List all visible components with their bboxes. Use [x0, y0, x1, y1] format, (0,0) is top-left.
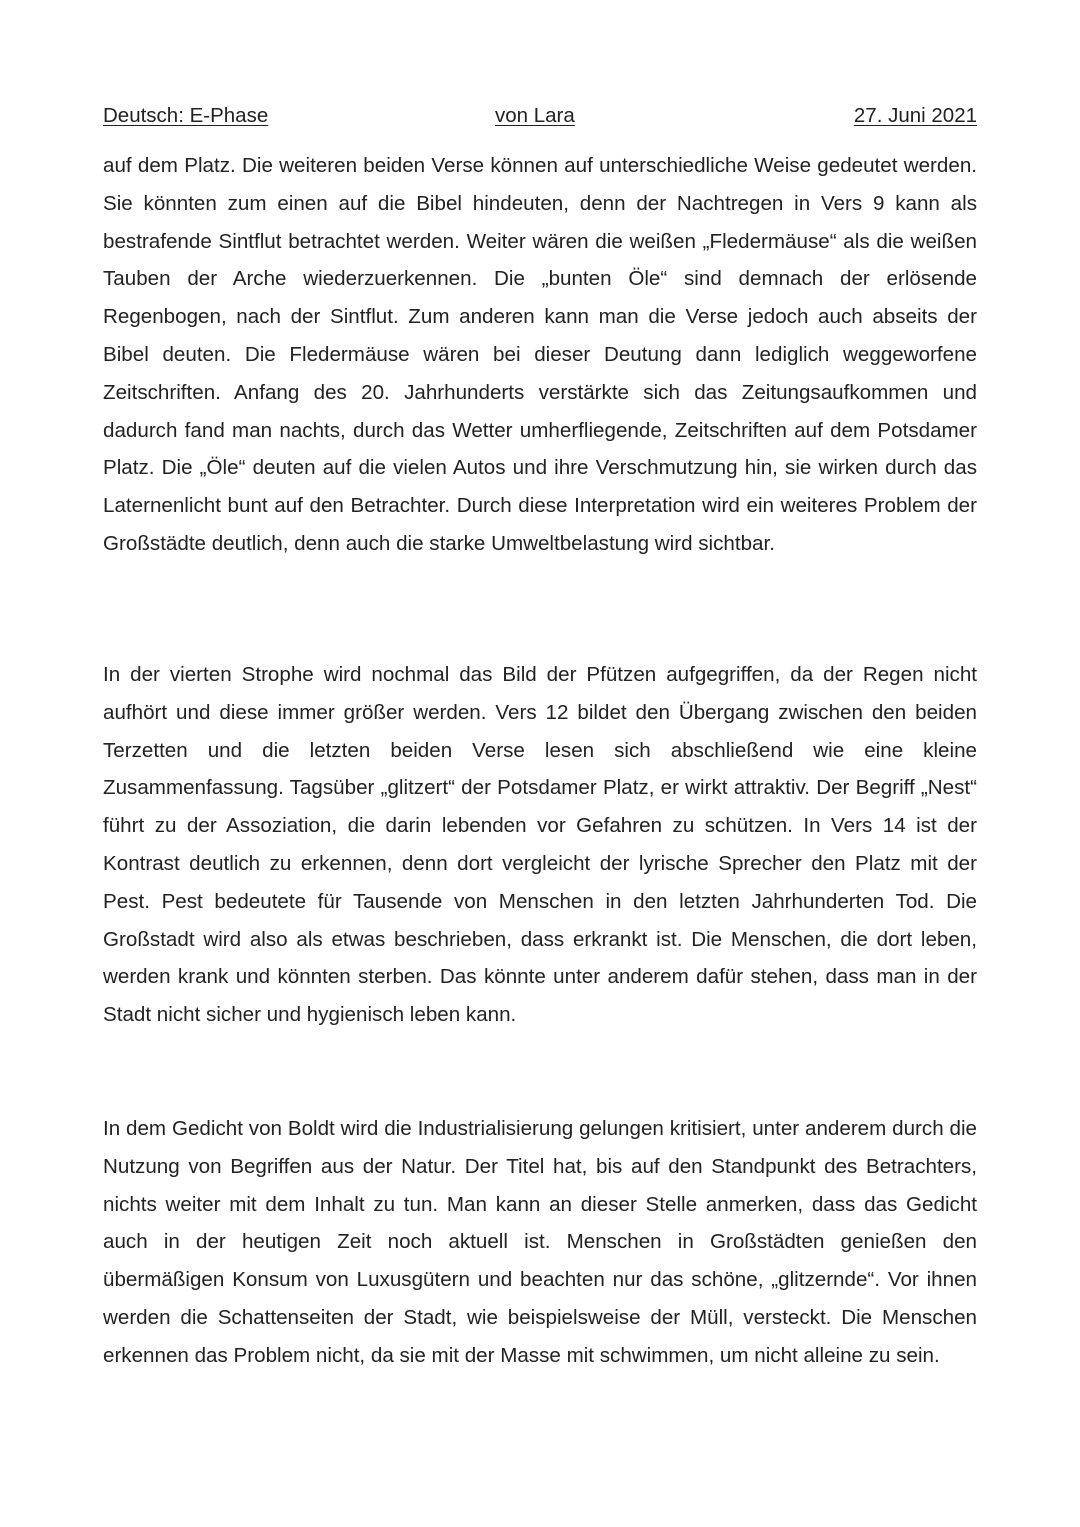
paragraph: auf dem Platz. Die weiteren beiden Verse können auf unterschiedliche Weise gedeutet werden. Sie könnten zum einen auf die Bibel hindeuten, denn der Nachtregen in Vers 9 kann als bestrafende Sintflut betrachtet werden. Weiter wären die weißen „Fledermäuse“ als die weißen Tauben der Arche wiederzuerkennen. Die „bunten Öle“ sind demnach der erlösende Regenbogen, nach der Sintflut. Zum anderen kann man die Verse jedoch auch abseits der Bibel deuten. Die Fledermäuse wären bei dieser Deutung dann lediglich weggeworfene Zeitschriften. Anfang des 20. Jahrhunderts verstärkte sich das Zeitungsaufkommen und dadurch fand man nachts, durch das Wetter umherfliegende, Zeitschriften auf dem Potsdamer Platz. Die „Öle“ deuten auf die vielen Autos und ihre Verschmutzung hin, sie wirken durch das Laternenlicht bunt auf den Betrachter. Durch diese Interpretation wird ein weiteres Problem der Großstädte deutlich, denn auch die starke Umweltbelastung wird sichtbar. [103, 154, 977, 555]
header-subject: Deutsch: E-Phase [103, 104, 269, 127]
header-date: 27. Juni 2021 [853, 104, 977, 127]
page-header [103, 101, 977, 131]
paragraph: In der vierten Strophe wird nochmal das Bild der Pfützen aufgegriffen, da der Regen nicht aufhört und diese immer größer werden. Vers 12 bildet den Übergang zwischen den beiden Terzetten und die letzten beiden Verse lesen sich abschließend wie eine kleine Zusammenfassung. Tagsüber „glitzert“ der Potsdamer Platz, er wirkt attraktiv. Der Begriff „Nest“ führt zu der Assoziation, die darin lebenden vor Gefahren zu schützen. In Vers 14 ist der Kontrast deutlich zu erkennen, denn dort vergleicht der lyrische Sprecher den Platz mit der Pest. Pest bedeutete für Tausende von Menschen in den letzten Jahrhunderten Tod. Die Großstadt wird also als etwas beschrieben, dass erkrankt ist. Die Menschen, die dort leben, werden krank und könnten sterben. Das könnte unter anderem dafür stehen, dass man in der Stadt nicht sicher und hygienisch leben kann. [103, 663, 977, 1027]
document-page [103, 0, 977, 1527]
header-author: von Lara [495, 104, 575, 127]
paragraph: In dem Gedicht von Boldt wird die Industrialisierung gelungen kritisiert, unter anderem durch die Nutzung von Begriffen aus der Natur. Der Titel hat, bis auf den Standpunkt des Betrachters, nichts weiter mit dem Inhalt zu tun. Man kann an dieser Stelle anmerken, dass das Gedicht auch in der heutigen Zeit noch aktuell ist. Menschen in Großstädten genießen den übermäßigen Konsum von Luxusgütern und beachten nur das schöne, „glitzernde“. Vor ihnen werden die Schattenseiten der Stadt, wie beispielsweise der Müll, versteckt. Die Menschen erkennen das Problem nicht, da sie mit der Masse mit schwimmen, um nicht alleine zu sein. [103, 1117, 977, 1367]
